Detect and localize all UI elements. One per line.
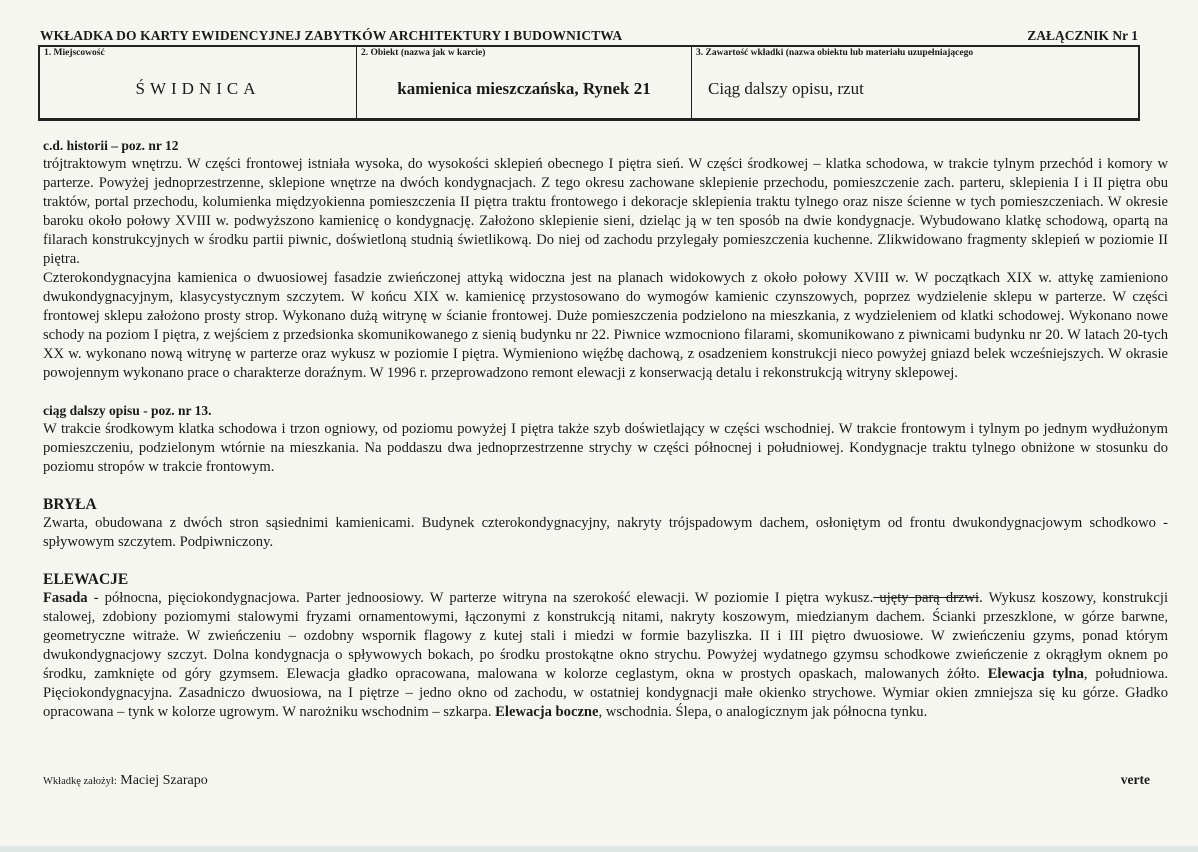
field-value: ŚWIDNICA <box>135 79 261 98</box>
field-value: Ciąg dalszy opisu, rzut <box>708 79 864 98</box>
history-paragraph: Czterokondygnacyjna kamienica o dwuosiowej fasadzie zwieńczonej attyką widoczna jest na planach widokowych z około połowy XVIII w. W początkach XIX w. attykę zamieniono dwukondygnacyjnym, klasycystycznym szczytem. W końcu XIX w. kamienicę przystosowano do wymogów kamienic czynszowych, poprzez wydzielenie sklepu w parterze. W części frontowej sklepu założono prosty strop. Wykonano dużą witrynę w ścianie frontowej. Duże pomieszczenia podzielono na mieszkania, z wydzieleniem od klatki schodowej. Wykonano nowe schody na poziom I piętra, z wejściem z przedsionka skomunikowanego z sienią budynku nr 22. Piwnice wzmocniono filarami, skomunikowano z piwnicami budynku nr 20. W latach 20-tych XX w. wykonano nową witrynę w parterze oraz wykusz w poziomie I piętra. Wymieniono więźbę dachową, z osadzeniem konstrukcji nieco powyżej gniazd belek wcześniejszych. W okrasie powojennym wykonano prace o charakterze doraźnym. W 1996 r. przeprowadzono remont elewacji z konserwacją detalu i rekonstrukcją witryny sklepowej. <box>43 270 1168 381</box>
field-object <box>357 47 692 118</box>
elewacje-paragraph: Fasada - północna, pięciokondygnacjowa. Parter jednoosiowy. W parterze witryna na szerokość elewacji. W poziomie I piętra wykusz. ujęty parą drzwi. Wykusz koszowy, konstrukcji stalowej, zdobiony poziomymi stalowymi fryzami ornamentowymi, łączonymi z konstrukcją nitami, nakryty koszowym, miedzianym dachem. Ścianki przeszklone, w górze barwne, geometryczne witraże. W zwieńczeniu – ozdobny wspornik flagowy z kutej stali i miedzi w formie bazyliszka. II i III piętro dwuosiowe. W zwieńczeniu gzyms, ponad którym dwukondygnacjowy szczyt. Dolna kondygnacja o spływowych bokach, po środku prostokątne okno strychu. Powyżej wydatnego gzymsu schodkowe zwieńczenie z okrągłym oknem po środku, zamknięte od góry gzymsem. Elewacja gładko opracowana, malowana w kolorze ceglastym, okna w prostych opaskach, malowanych żółto. Elewacja tylna, południowa. Pięciokondygnacyjna. Zasadniczo dwuosiowa, na I piętrze – jedno okno od zachodu, w ostatniej kondygnacji małe okienko strychowe. Wymiar okien zmniejsza się ku górze. Gładko opracowana – tynk w kolorze ugrowym. W narożniku wschodnim – szkarpa. Elewacja boczne, wschodnia. Ślepa, o analogicznym jak północna tynku. <box>43 590 1169 720</box>
annex-number: ZAŁĄCZNIK Nr 1 <box>1027 28 1138 43</box>
field-label: 1. Miejscowość <box>44 48 105 58</box>
field-contents <box>692 47 1138 118</box>
field-label: 2. Obiekt (nazwa jak w karcie) <box>361 48 486 58</box>
struck-text: ujęty parą drzwi <box>873 590 980 606</box>
bryla-paragraph: Zwarta, obudowana z dwóch stron sąsiednimi kamienicami. Budynek czterokondygnacyjny, nakryty trójspadowym dachem, osłoniętym od frontu dwukondygnacjowym schodkowo - spływowym szczytem. Podpiwniczony. <box>43 515 1168 550</box>
scan-edge <box>0 846 1198 852</box>
elewacje-heading: ELEWACJE <box>43 571 129 588</box>
field-value: kamienica mieszczańska, Rynek 21 <box>397 79 651 98</box>
field-label: 3. Zawartość wkładki (nazwa obiektu lub materiału uzupełniającego <box>696 48 974 58</box>
field-locality <box>40 47 357 118</box>
description-heading: ciąg dalszy opisu - poz. nr 13. <box>43 403 212 418</box>
description-paragraph: W trakcie środkowym klatka schodowa i trzon ogniowy, od poziomu powyżej I piętra także szyb doświetlający w części wschodniej. W trakcie frontowym i tylnym po jednym wydłużonym pomieszczeniu, podzielonym wtórnie na mieszkania. Na poddaszu dwa jednoprzestrzenne strychy w części północnej i południowej. Kondygnacje traktu tylnego obniżone w stosunku do poziomu stropów w trakcie frontowym. <box>43 421 1168 475</box>
bold-term: Fasada <box>43 590 88 606</box>
bold-term: Elewacja boczne <box>495 704 599 720</box>
author-label: Wkładkę założył: <box>43 776 117 787</box>
bryla-heading: BRYŁA <box>43 496 97 513</box>
author-line <box>43 773 208 789</box>
bold-term: Elewacja tylna <box>987 666 1084 682</box>
document-title: WKŁADKA DO KARTY EWIDENCYJNEJ ZABYTKÓW ARCHITEKTURY I BUDOWNICTWA <box>40 28 623 43</box>
history-heading: c.d. historii – poz. nr 12 <box>43 138 179 153</box>
author-name: Maciej Szarapo <box>120 773 208 788</box>
header-fields-box <box>38 45 1140 121</box>
document-body <box>43 136 1168 722</box>
verte-note: verte <box>1120 772 1150 787</box>
history-paragraph: trójtraktowym wnętrzu. W części frontowej istniała wysoka, do wysokości sklepień obecnego I piętra sień. W części środkowej – klatka schodowa, w trakcie tylnym przechód i komory w parterze. Powyżej jednoprzestrzenne, sklepione wnętrze na dwóch kondygnacjach. Z tego okresu zachowane sklepienie przechodu, pomieszczenie zach. parteru, sklepienia I i II piętra obu traktów, portal przechodu, kolumienka międzyokienna pomieszczenia II piętra traktu frontowego i dekoracje sklepienia traktu tylnego oraz nisze ścienne w tych pomieszczeniach. W okresie baroku około połowy XVIII w. podwyższono kamienicę o kondygnację. Założono sklepienie sieni, dzieląc ją w ten sposób na dwie kondygnacje. Wybudowano klatkę schodową, opartą na filarach konstrukcyjnych w środku partii piwnic, doświetloną studnią świetlikową. Do niej od zachodu przylegały pomieszczenia kuchenne. Zlikwidowano fragmenty sklepień w poziomie II piętra. <box>43 156 1168 267</box>
